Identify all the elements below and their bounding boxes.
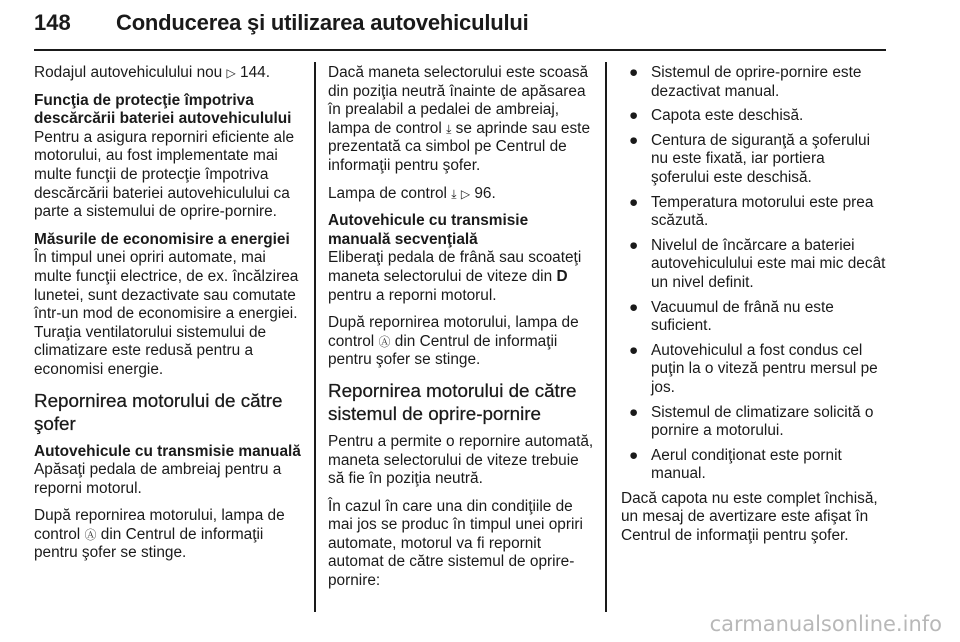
text: se aprinde sau este prezentată ca simbol pe Centrul de informaţii pentru şofer. [328, 119, 591, 174]
paragraph [328, 249, 594, 305]
list-item [621, 64, 887, 101]
auto-a-icon: Ⓐ [378, 334, 391, 349]
list-item-text: Vacuumul de frână nu este suficient. [651, 298, 834, 335]
bullet-icon: ● [629, 193, 639, 211]
list-item-text: Sistemul de oprire-pornire este dezactivat manual. [651, 64, 862, 100]
text: După repornirea motorului, lampa de control [34, 507, 285, 543]
page-reference-link[interactable]: 96. [474, 184, 496, 202]
subheading-energy: Măsurile de economisire a energiei [34, 230, 290, 248]
subheading-protection: Funcţia de protecţie împotriva descărcării bateriei autovehiculului [34, 91, 292, 128]
text: Lampa de control [328, 184, 447, 202]
paragraph: Apăsaţi pedala de ambreiaj pentru a reporni motorul. [34, 461, 282, 497]
bullet-icon: ● [629, 403, 639, 421]
column-divider [605, 62, 607, 612]
gear-d-label: D [556, 267, 568, 285]
text: din Centrul de informaţii pentru şofer se stinge. [328, 332, 558, 369]
list-item [621, 447, 887, 484]
bullet-icon: ● [629, 107, 639, 125]
text: Eliberaţi pedala de frână sau scoateţi maneta selectorului de viteze din [328, 249, 582, 285]
paragraph [328, 64, 594, 176]
paragraph: În timpul unei opriri automate, mai multe funcţii electrice, de ex. încălzirea lunetei, sunt dezactivate sau comutate într-un mod de economisire a energiei. Turaţia ventilatorului sistemului de climatizare este redusă pentru a economisi energie. [34, 249, 299, 378]
watermark-text: carmanualsonline.info [709, 612, 942, 636]
page-header [34, 10, 886, 50]
heading-restart-driver: Repornirea motorului de către şofer [34, 389, 283, 434]
list-item [621, 404, 887, 441]
reference-arrow-icon: ▷ [460, 186, 471, 201]
bullet-icon: ● [629, 236, 639, 254]
paragraph [328, 185, 594, 204]
list-item [621, 342, 887, 398]
heading-restart-system: Repornirea motorului de către sistemul de oprire-pornire [328, 379, 577, 424]
list-item [621, 299, 887, 336]
list-item-text: Centura de siguranţă a şoferului nu este fixată, iar portiera şoferului este deschisă. [651, 131, 871, 186]
paragraph [34, 507, 302, 563]
subheading-manual: Autovehicule cu transmisie manuală [34, 442, 301, 460]
list-item-text: Aerul condiţionat este pornit manual. [651, 446, 842, 483]
bullet-icon: ● [629, 64, 639, 81]
bullet-icon: ● [629, 298, 639, 316]
list-item-text: Capota este deschisă. [651, 107, 804, 125]
auto-a-icon: Ⓐ [84, 527, 97, 542]
stop-start-lamp-icon: ⤓ [446, 121, 452, 136]
list-item-text: Nivelul de încărcare a bateriei autovehiculului este mai mic decât un nivel definit. [651, 236, 886, 291]
subheading-sequential: Autovehicule cu transmisie manuală secvenţială [328, 212, 529, 248]
paragraph [328, 314, 594, 370]
text: pentru a reporni motorul. [328, 286, 497, 304]
text: Dacă maneta selectorului este scoasă din poziţia neutră înainte de apăsarea în prealabil a pedalei de ambreiaj, lampa de control [328, 64, 589, 137]
chapter-title: Conducerea şi utilizarea autovehiculului [116, 10, 529, 35]
header-rule [34, 49, 886, 51]
column-2 [328, 64, 594, 600]
reference-arrow-icon: ▷ [226, 66, 236, 80]
list-item-text: Autovehiculul a fost condus cel puţin la o viteză pentru mersul pe jos. [651, 341, 878, 396]
list-item [621, 132, 887, 188]
list-item [621, 237, 887, 293]
list-item [621, 107, 887, 126]
page-reference-link[interactable]: 144. [240, 64, 271, 81]
bullet-icon: ● [629, 341, 639, 359]
paragraph [34, 64, 302, 83]
column-3 [621, 64, 887, 555]
paragraph: Pentru a asigura reporniri eficiente ale motorului, au fost implementate mai multe funcţii de protecţie împotriva descărcării bateriei autovehiculului ca parte a sistemului de oprire-pornire. [34, 128, 295, 221]
column-1 [34, 64, 302, 572]
text: din Centrul de informaţii pentru şofer se stinge. [34, 525, 264, 562]
page-number: 148 [34, 10, 71, 35]
text: Rodajul autovehiculului nou [34, 64, 223, 81]
bullet-icon: ● [629, 446, 639, 464]
stop-start-lamp-icon: ⤓ [451, 186, 457, 201]
paragraph: În cazul în care una din condiţiile de mai jos se produc în timpul unei opriri automate, motorul va fi repornit automat de către sistemul de oprire-pornire: [328, 497, 583, 590]
text: După repornirea motorului, lampa de control [328, 314, 579, 350]
paragraph: Pentru a permite o repornire automată, maneta selectorului de viteze trebuie să fie în poziţia neutră. [328, 432, 594, 488]
column-divider [314, 62, 316, 612]
list-item [621, 194, 887, 231]
paragraph: Dacă capota nu este complet închisă, un mesaj de avertizare este afişat în Centrul de informaţii pentru şofer. [621, 489, 878, 545]
bullet-icon: ● [629, 131, 639, 149]
list-item-text: Temperatura motorului este prea scăzută. [651, 193, 874, 230]
list-item-text: Sistemul de climatizare solicită o pornire a motorului. [651, 403, 874, 440]
